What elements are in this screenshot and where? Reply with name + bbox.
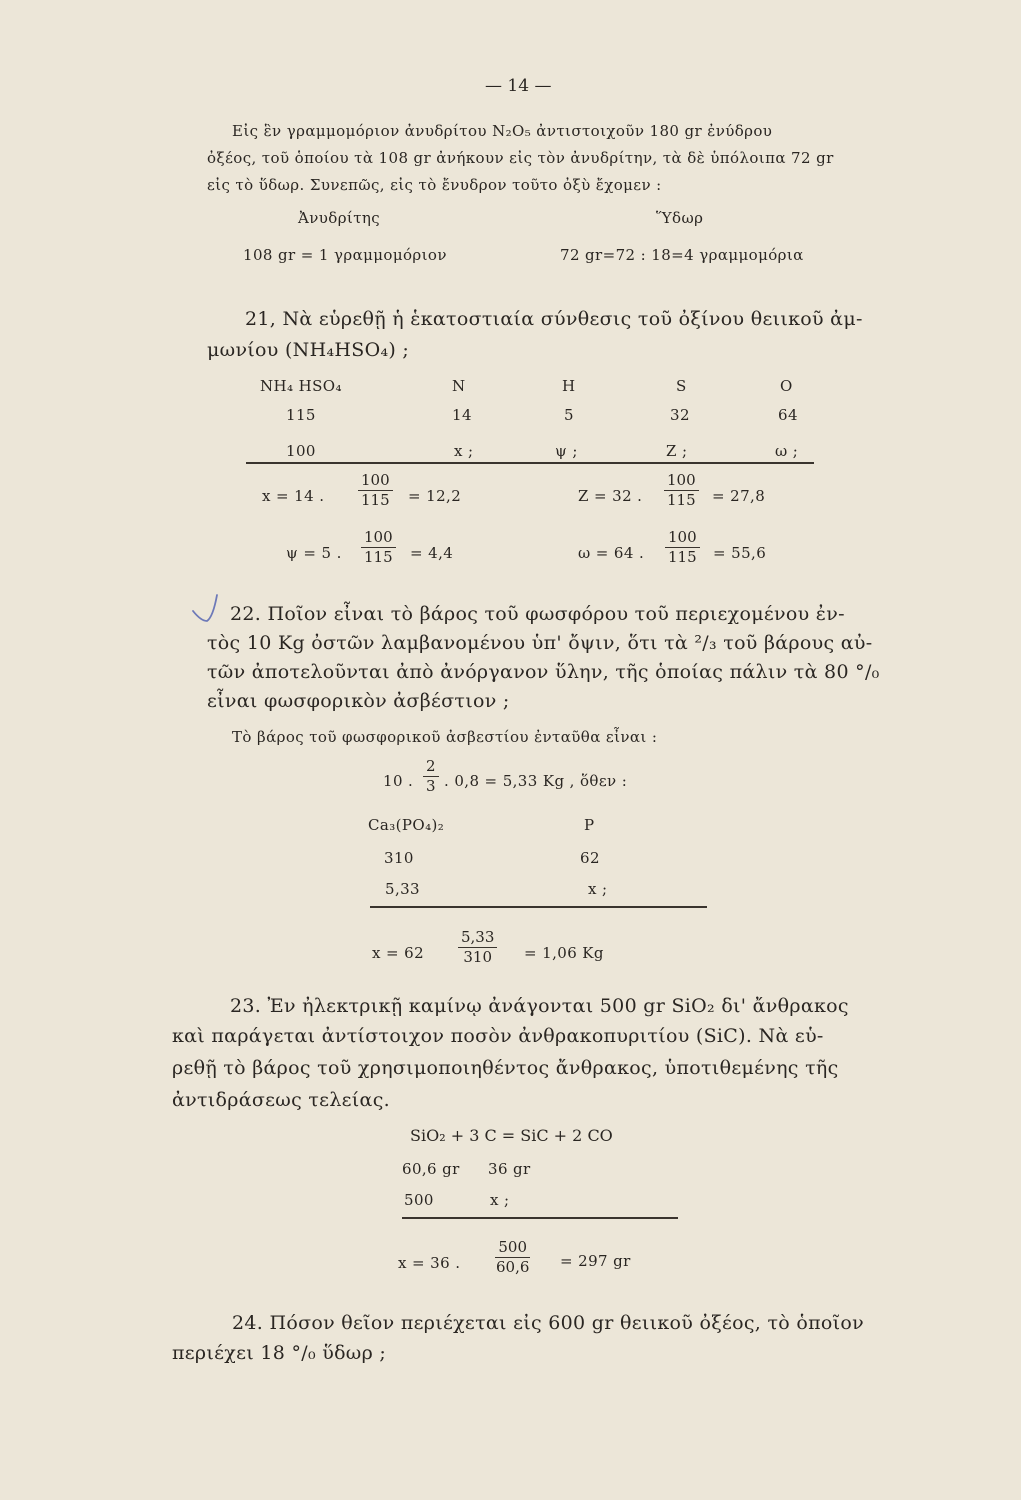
- eq-omega-denominator: 115: [668, 548, 697, 566]
- problem-24-line-2: περιέχει 18 °/₀ ὕδωρ ;: [172, 1342, 387, 1364]
- problem-22-line-1: 22. Ποῖον εἶναι τὸ βάρος τοῦ φωσφόρου τοῦ περιεχομένου ἐν-: [230, 603, 845, 625]
- eq-psi-rhs: = 4,4: [410, 544, 454, 562]
- eq-z-rhs: = 27,8: [712, 487, 766, 505]
- result-23-numerator: 500: [495, 1239, 530, 1258]
- result-22-denominator: 310: [463, 948, 493, 966]
- calc-denominator: 3: [426, 777, 436, 795]
- water-heading: Ὕδωρ: [656, 209, 704, 227]
- reaction-equation: SiO₂ + 3 C = SiC + 2 CO: [410, 1126, 613, 1145]
- anhydride-value: 108 gr = 1 γραμμομόριον: [243, 246, 447, 264]
- table-21-cell: 5: [564, 406, 574, 424]
- eq-psi-fraction: [361, 529, 396, 566]
- eq-omega-lhs: ω = 64 .: [578, 544, 645, 562]
- table-21-cell: x ;: [454, 442, 474, 460]
- calc-suffix: . 0,8 = 5,33 Kg , ὅθεν :: [444, 772, 628, 790]
- result-23-fraction: [493, 1239, 532, 1276]
- table-22-cell: Ca₃(PO₄)₂: [368, 816, 445, 834]
- problem-22-line-2: τὸς 10 Kg ὀστῶν λαμβανομένου ὑπ' ὄψιν, ὅτι τὰ ²/₃ τοῦ βάρους αὐ-: [207, 632, 873, 654]
- page-number: — 14 —: [485, 76, 552, 96]
- eq-x-lhs: x = 14 .: [262, 487, 325, 505]
- table-21-cell: ω ;: [775, 442, 799, 460]
- table-22-rule: [370, 906, 707, 908]
- table-23-cell: 60,6 gr: [402, 1160, 460, 1178]
- calc-numerator: 2: [423, 758, 439, 777]
- problem-23-line-2: καὶ παράγεται ἀντίστοιχον ποσὸν ἀνθρακοπυριτίου (SiC). Νὰ εὑ-: [172, 1025, 824, 1047]
- table-22-cell: 310: [384, 849, 414, 867]
- problem-22-line-4: εἶναι φωσφορικὸν ἀσβέστιον ;: [207, 690, 510, 712]
- result-23-denominator: 60,6: [496, 1258, 530, 1276]
- calc-fraction: [423, 758, 439, 795]
- table-22-cell: x ;: [588, 880, 608, 898]
- table-21-cell: Z ;: [666, 442, 688, 460]
- eq-x-denominator: 115: [361, 491, 390, 509]
- eq-omega-fraction: [665, 529, 700, 566]
- table-23-cell: x ;: [490, 1191, 510, 1209]
- table-21-cell: 115: [286, 406, 316, 424]
- table-21-cell: 14: [452, 406, 472, 424]
- table-23-cell: 500: [404, 1191, 434, 1209]
- eq-psi-denominator: 115: [364, 548, 393, 566]
- table-21-rule: [246, 462, 814, 464]
- table-21-cell: 64: [778, 406, 798, 424]
- eq-x-numerator: 100: [358, 472, 393, 491]
- table-21-header-s: S: [676, 377, 687, 395]
- table-22-cell: 5,33: [385, 880, 420, 898]
- intro-line-1: Εἰς ἓν γραμμομόριον ἀνυδρίτου N₂O₅ ἀντιστοιχοῦν 180 gr ἐνύδρου: [232, 122, 773, 140]
- check-mark-icon: [191, 591, 225, 627]
- problem-23-line-4: ἀντιδράσεως τελείας.: [172, 1089, 390, 1111]
- table-23-cell: 36 gr: [488, 1160, 531, 1178]
- anhydride-heading: Ἀνυδρίτης: [298, 209, 381, 227]
- calc-prefix: 10 .: [383, 772, 414, 790]
- intro-line-3: εἰς τὸ ὕδωρ. Συνεπῶς, εἰς τὸ ἔνυδρον τοῦτο ὀξὺ ἔχομεν :: [207, 176, 662, 194]
- table-21-cell: 32: [670, 406, 690, 424]
- result-22-rhs: = 1,06 Kg: [524, 944, 604, 962]
- intro-line-2: ὀξέος, τοῦ ὁποίου τὰ 108 gr ἀνήκουν εἰς τὸν ἀνυδρίτην, τὰ δὲ ὑπόλοιπα 72 gr: [207, 149, 834, 167]
- problem-22-line-3: τῶν ἀποτελοῦνται ἀπὸ ἀνόργανον ὕλην, τῆς ὁποίας πάλιν τὰ 80 °/₀: [207, 661, 880, 683]
- problem-22-note: Τὸ βάρος τοῦ φωσφορικοῦ ἀσβεστίου ἐνταῦθα εἶναι :: [232, 728, 658, 746]
- problem-23-line-3: ρεθῇ τὸ βάρος τοῦ χρησιμοποιηθέντος ἄνθρακος, ὑποτιθεμένης τῆς: [172, 1057, 839, 1079]
- eq-x-rhs: = 12,2: [408, 487, 462, 505]
- problem-21-line-2: μωνίου (NH₄HSO₄) ;: [207, 339, 410, 361]
- table-21-header-o: O: [780, 377, 793, 395]
- water-value: 72 gr=72 : 18=4 γραμμομόρια: [560, 246, 804, 264]
- eq-z-lhs: Z = 32 .: [578, 487, 643, 505]
- result-22-lhs: x = 62: [372, 944, 425, 962]
- table-23-rule: [402, 1217, 678, 1219]
- result-23-lhs: x = 36 .: [398, 1254, 461, 1272]
- problem-21-line-1: 21, Νὰ εὑρεθῇ ἡ ἑκατοστιαία σύνθεσις τοῦ ὀξίνου θειικοῦ ἀμ-: [245, 308, 863, 330]
- eq-omega-rhs: = 55,6: [713, 544, 767, 562]
- eq-omega-numerator: 100: [665, 529, 700, 548]
- table-21-header-n: N: [452, 377, 466, 395]
- eq-psi-lhs: ψ = 5 .: [286, 544, 342, 562]
- eq-x-fraction: [358, 472, 393, 509]
- result-23-rhs: = 297 gr: [560, 1252, 631, 1270]
- table-21-header-compound: NH₄ HSO₄: [260, 377, 342, 395]
- result-22-numerator: 5,33: [458, 929, 497, 948]
- table-22-cell: P: [584, 816, 595, 834]
- problem-24-line-1: 24. Πόσον θεῖον περιέχεται εἰς 600 gr θειικοῦ ὀξέος, τὸ ὁποῖον: [232, 1312, 864, 1334]
- problem-23-line-1: 23. Ἐν ἠλεκτρικῇ καμίνῳ ἀνάγονται 500 gr SiO₂ δι' ἄνθρακος: [230, 995, 849, 1017]
- table-22-cell: 62: [580, 849, 600, 867]
- eq-z-fraction: [664, 472, 699, 509]
- table-21-cell: 100: [286, 442, 316, 460]
- eq-psi-numerator: 100: [361, 529, 396, 548]
- eq-z-numerator: 100: [664, 472, 699, 491]
- table-21-header-h: H: [562, 377, 576, 395]
- table-21-cell: ψ ;: [555, 442, 578, 460]
- result-22-fraction: [458, 929, 497, 966]
- eq-z-denominator: 115: [667, 491, 696, 509]
